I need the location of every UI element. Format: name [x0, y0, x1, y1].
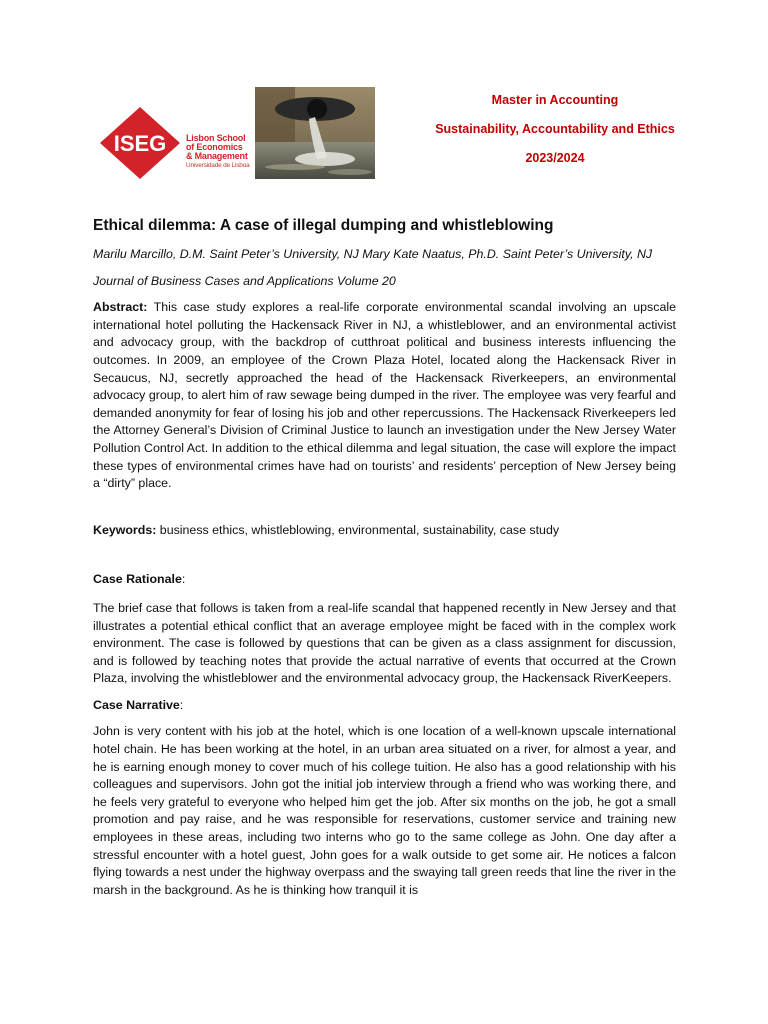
university-name: Universidade de Lisboa	[186, 162, 250, 169]
narrative-heading-colon: :	[179, 697, 184, 712]
article-title: Ethical dilemma: A case of illegal dumping and whistleblowing	[93, 217, 554, 234]
school-line-3: & Management	[186, 151, 248, 161]
narrative-paragraph: John is very content with his job at the hotel, which is one location of a well-known upscale international hotel chain. He has been working at the hotel, in an urban area situated on a river, for almost a year, and he is earning enough money to cover much of his college tuition. He also has a good relationship with his colleagues and supervisors. John got the initial job interview through a friend who was working there, and he feels very grateful to everyone who helped him get the job. After six months on the job, he got a small promotion and pay raise, and he was responsible for reservations, customer service and training new employees in these areas, including two interns who go to the same college as John. One day after a stressful encounter with a hotel guest, John goes for a walk outside to get some air. He notices a falcon flying towards a nest under the highway overpass and the swaying tall green reeds that line the river in the marsh in the background. As he is thinking how tranquil it is	[93, 724, 676, 897]
iseg-logo-icon	[100, 107, 180, 179]
sewage-pipe-photo	[255, 87, 375, 179]
school-name	[186, 134, 250, 170]
course-header	[400, 90, 710, 177]
narrative-heading	[93, 697, 676, 715]
journal-reference: Journal of Business Cases and Applications Volume 20	[93, 273, 396, 288]
keywords-paragraph	[93, 522, 676, 540]
school-line-2: of Economics	[186, 142, 243, 152]
course-name: Sustainability, Accountability and Ethics	[435, 122, 675, 136]
program-name: Master in Accounting	[491, 93, 619, 107]
rationale-paragraph: The brief case that follows is taken from a real-life scandal that happened recently in New Jersey and that illustrates a potential ethical conflict that an average employee might be faced with in the complex work environment. The case is followed by questions that can be given as a class assignment for discussion, and is followed by teaching notes that provide the actual narrative of events that occurred at the Crown Plaza, involving the whistleblower and the environmental advocacy group, the Hackensack RiverKeepers.	[93, 600, 676, 686]
abstract-label: Abstract:	[93, 300, 148, 315]
narrative-heading-text: Case Narrative	[93, 697, 180, 712]
rationale-heading-colon: :	[181, 572, 186, 587]
abstract-paragraph	[93, 299, 676, 493]
keywords-text: business ethics, whistleblowing, environmental, sustainability, case study	[156, 522, 560, 537]
abstract-text: This case study explores a real-life corporate environmental scandal involving an upscale international hotel polluting the Hackensack River in NJ, a whistleblower, and an environmental activist and advocacy group, with the backdrop of cutthroat political and business interests influencing the outcomes. In 2009, an employee of the Crown Plaza Hotel, located along the Hackensack River in Secaucus, NJ, secretly approached the head of the Hackensack Riverkeepers, an environmental advocacy group, to alert him of raw sewage being dumped in the river. The employee was very fearful and demanded anonymity for fear of losing his job and other repercussions. The Hackensack Riverkeepers led the Attorney General’s Division of Criminal Justice to launch an investigation under the New Jersey Water Pollution Control Act. In addition to the ethical dilemma and legal situation, the case will explore the impact these types of environmental crimes have had on tourists’ and residents’ perception of New Jersey being a “dirty” place.	[93, 300, 676, 491]
article-body	[93, 216, 676, 899]
rationale-heading	[93, 571, 676, 589]
iseg-letters: ISEG	[113, 131, 167, 156]
iseg-logo	[100, 107, 260, 179]
academic-year: 2023/2024	[525, 151, 585, 165]
article-authors: Marilu Marcillo, D.M. Saint Peter’s University, NJ Mary Kate Naatus, Ph.D. Saint Peter’s University, NJ	[93, 247, 653, 261]
school-line-1: Lisbon School	[186, 133, 246, 143]
keywords-label: Keywords:	[93, 522, 157, 537]
rationale-heading-text: Case Rationale	[93, 572, 182, 587]
